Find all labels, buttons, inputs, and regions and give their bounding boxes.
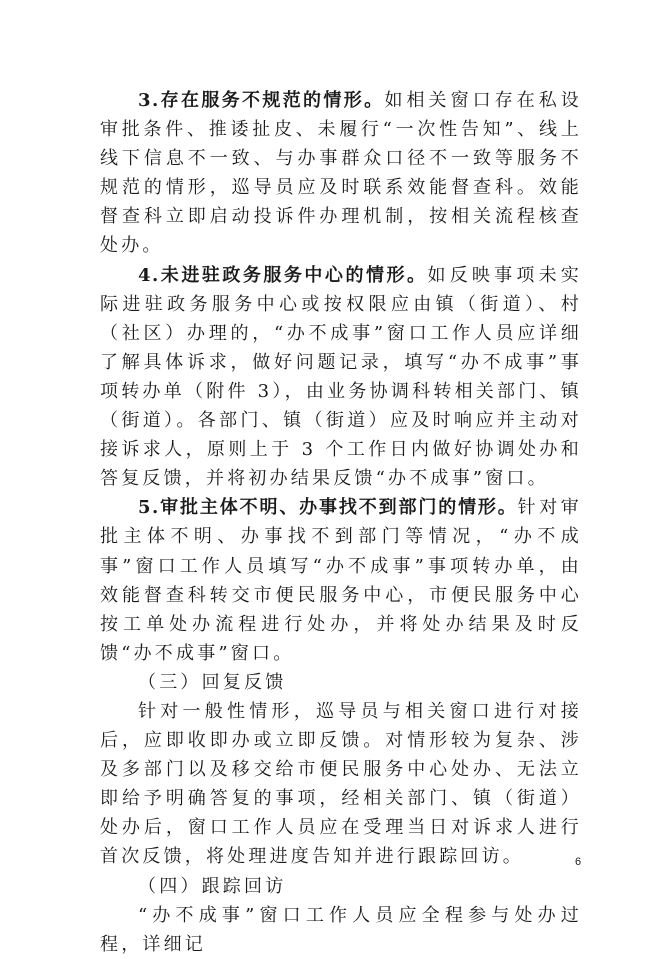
paragraph-item-5 <box>100 493 582 668</box>
paragraph-item-3 <box>100 86 582 261</box>
item-heading: 3.存在服务不规范的情形。 <box>138 90 385 111</box>
item-body: 针对审批主体不明、办事找不到部门等情况，“办不成事”窗口工作人员填写“办不成事”事项转办单，由效能督查科转交市便民服务中心，市便民服务中心按工单处办流程进行处办，并将处办结果及时反馈“办不成事”窗口。 <box>100 497 582 664</box>
page-number: 6 <box>575 856 582 868</box>
section-title-reply-feedback: （三）回复反馈 <box>138 671 287 693</box>
item-heading: 4.未进驻政务服务中心的情形。 <box>138 264 428 286</box>
paragraph-item-4 <box>100 261 582 494</box>
section-body-follow-up: “办不成事”窗口工作人员应全程参与处办过程，详细记 <box>100 904 582 955</box>
item-heading: 5.审批主体不明、办事找不到部门的情形。 <box>138 497 518 519</box>
document-page <box>100 86 582 959</box>
section-body-reply-feedback: 针对一般性情形，巡导员与相关窗口进行对接后，应即收即办或立即反馈。对情形较为复杂、涉及多部门以及移交给市便民服务中心处办、无法立即给予明确答复的事项，经相关部门、镇（街道）处办后，窗口工作人员应在受理当日对诉求人进行首次反馈，将处理进度告知并进行跟踪回访。 <box>100 700 582 868</box>
item-body: 如反映事项未实际进驻政务服务中心或按权限应由镇（街道）、村（社区）办理的，“办不成事”窗口工作人员应详细了解具体诉求，做好问题记录，填写“办不成事”事项转办单（附件 3），由业务协调科转相关部门、镇（街道）。各部门、镇（街道）应及时响应并主动对接诉求人，原则上于 3 个工作日内做好协调处办和答复反馈，并将初办结果反馈“办不成事”窗口。 <box>100 264 582 490</box>
item-body: 如相关窗口存在私设审批条件、推诿扯皮、未履行“一次性告知”、线上线下信息不一致、与办事群众口径不一致等服务不规范的情形，巡导员应及时联系效能督查科。效能督查科立即启动投诉件办理机制，按相关流程核查处办。 <box>100 90 582 257</box>
section-title-follow-up: （四）跟踪回访 <box>138 875 287 897</box>
